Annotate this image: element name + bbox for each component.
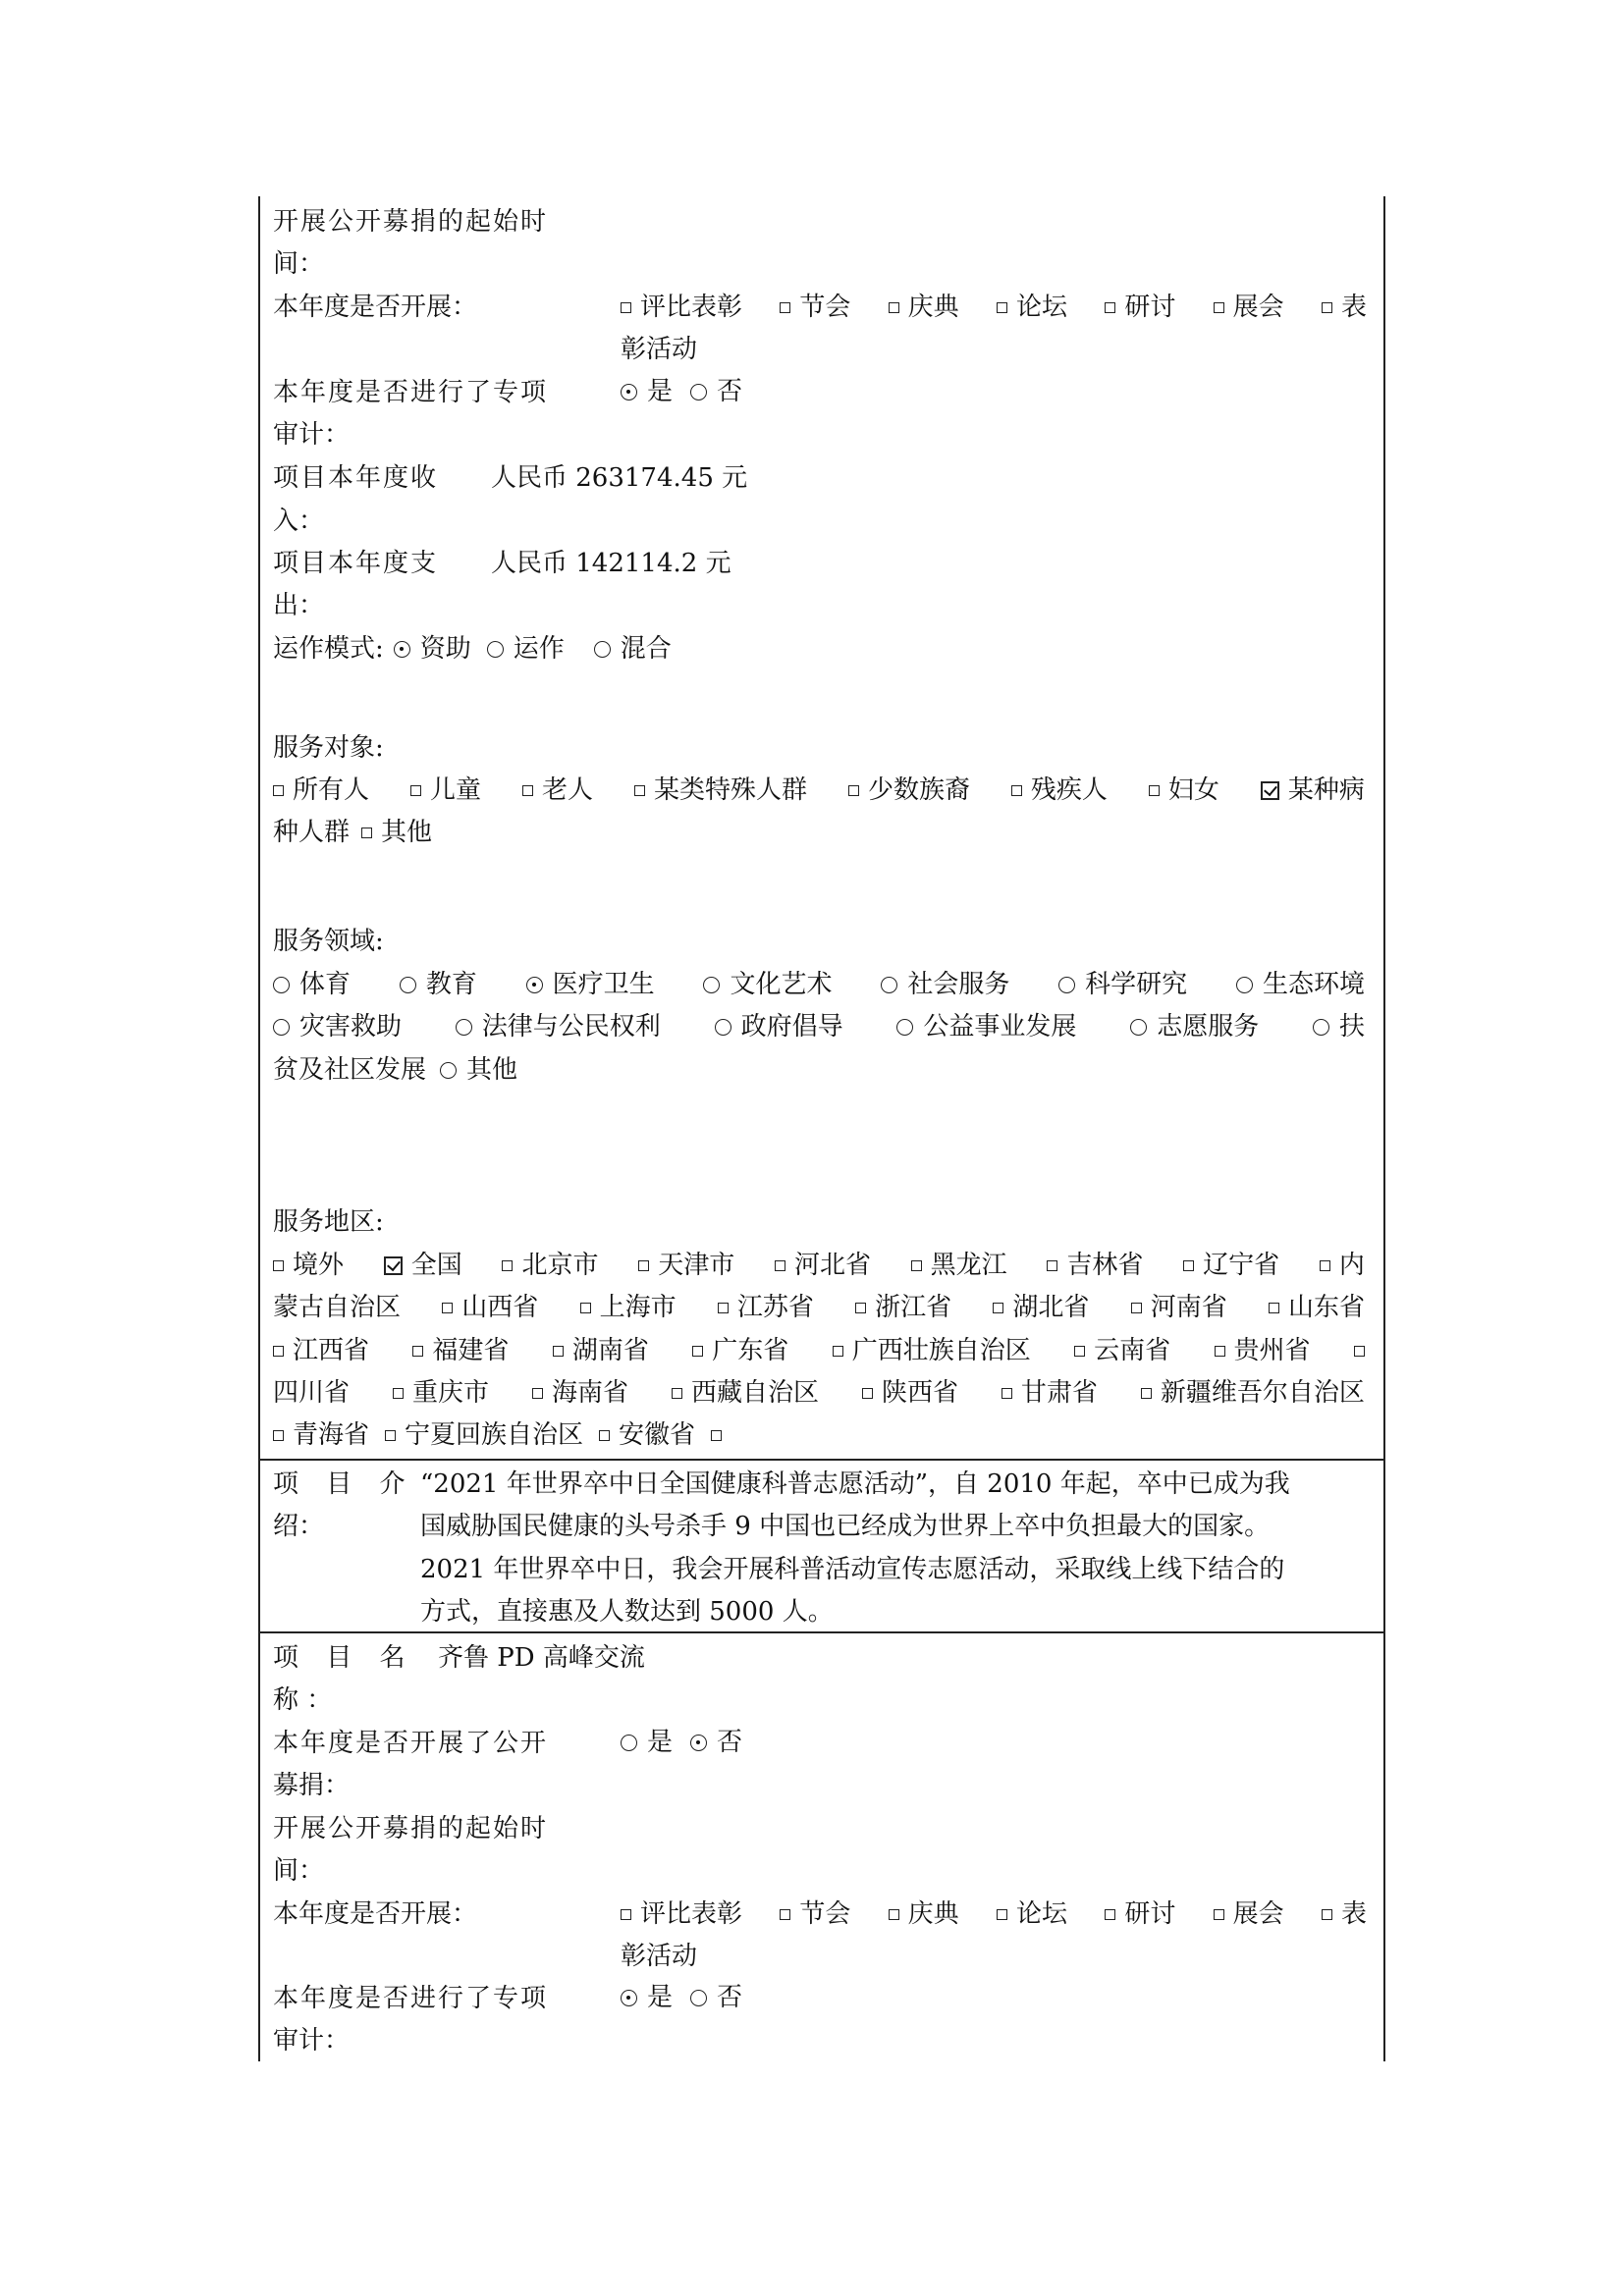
radio-icon: [400, 977, 416, 993]
radio-icon: [896, 1019, 913, 1036]
checkbox-icon: [692, 1346, 703, 1357]
target-option[interactable]: 某类特殊人群: [634, 777, 807, 803]
region-option[interactable]: 黑龙江: [911, 1253, 1007, 1278]
target-option[interactable]: 其他: [361, 820, 432, 845]
region-option[interactable]: 境外: [273, 1253, 344, 1278]
checkbox-icon: [1215, 1346, 1225, 1357]
activity-option[interactable]: 表: [1322, 1901, 1367, 1927]
checkbox-icon: [273, 1346, 284, 1357]
checkbox-icon: [775, 1260, 785, 1271]
project-name-label: 项 目 名: [273, 1643, 415, 1673]
checkbox-icon: [522, 785, 533, 796]
target-options: [273, 777, 1365, 803]
region-option[interactable]: 海南省: [532, 1380, 628, 1406]
checkbox-icon: [599, 1430, 610, 1441]
project-name-value: 齐鲁 PD 高峰交流: [438, 1643, 645, 1673]
checkbox-icon: [848, 785, 859, 796]
fundraise-label: 本年度是否开展了公开: [273, 1729, 549, 1758]
region-option[interactable]: 安徽省: [599, 1422, 695, 1448]
radio-icon: [703, 977, 720, 993]
intro-label-cont: 绍：: [273, 1512, 325, 1541]
expense-value: 人民币 142114.2 元: [491, 549, 731, 578]
checkbox-icon: [361, 828, 372, 838]
checkbox-icon: [672, 1388, 682, 1399]
region-option[interactable]: 西藏自治区: [672, 1380, 819, 1406]
field-option-checked[interactable]: 医疗卫生: [526, 972, 655, 997]
checkbox-icon: [780, 302, 790, 313]
expense-label: 项目本年度支: [273, 549, 439, 578]
region-option[interactable]: 江苏省: [718, 1295, 814, 1320]
region-option[interactable]: 广东省: [692, 1338, 788, 1363]
radio-icon: [440, 1062, 457, 1079]
start-time-label: 开展公开募捐的起始时: [273, 207, 549, 237]
start-time-label-cont: 间：: [273, 1856, 325, 1886]
field-option[interactable]: 科学研究: [1058, 972, 1187, 997]
checkbox-icon: [1269, 1303, 1279, 1313]
target-label: 服务对象:: [273, 733, 384, 763]
checkbox-icon: [532, 1388, 543, 1399]
target-options-cont: 种人群 其他: [273, 818, 433, 847]
fundraise-no-radio[interactable]: 否: [690, 1730, 742, 1755]
activity-option-wrap: 彰活动: [621, 335, 698, 364]
intro-label: 项 目 介: [273, 1469, 415, 1499]
intro-text-line: 国威胁国民健康的头号杀手 9 中国也已经成为世界上卒中负担最大的国家。: [420, 1512, 1271, 1541]
region-options: [273, 1380, 1365, 1406]
field-option[interactable]: 扶: [1313, 1014, 1365, 1040]
region-options: [273, 1422, 731, 1448]
region-option[interactable]: 云南省: [1074, 1338, 1170, 1363]
target-option[interactable]: 残疾人: [1011, 777, 1108, 803]
region-options: [273, 1295, 1365, 1320]
radio-icon: [594, 641, 611, 658]
region-option[interactable]: 宁夏回族自治区: [385, 1422, 583, 1448]
field-option[interactable]: 社会服务: [881, 972, 1009, 997]
region-option[interactable]: 浙江省: [855, 1295, 951, 1320]
activity-option[interactable]: 论坛: [997, 1901, 1067, 1927]
audit-label: 本年度是否进行了专项: [273, 378, 549, 407]
project-name-label-cont: 称 ：: [273, 1685, 333, 1715]
checkbox-icon: [385, 1430, 396, 1441]
mode-label: 运作模式:: [273, 634, 384, 664]
audit-options: [621, 1985, 742, 2010]
activity-label: 本年度是否开展：: [273, 293, 478, 322]
radio-icon: [1236, 977, 1253, 993]
income-label-cont: 入：: [273, 507, 325, 536]
intro-text-line: 2021 年世界卒中日，我会开展科普活动宣传志愿活动，采取线上线下结合的: [420, 1555, 1285, 1584]
region-options: [273, 1253, 1365, 1278]
target-option[interactable]: 所有人: [273, 777, 369, 803]
checkbox-checked-icon: [384, 1256, 403, 1275]
region-option[interactable]: 陕西省: [862, 1380, 958, 1406]
radio-icon: [1313, 1019, 1329, 1036]
checkbox-icon: [621, 1909, 631, 1920]
audit-label-cont: 审计：: [273, 420, 351, 450]
activity-option[interactable]: 研讨: [1105, 1901, 1175, 1927]
checkbox-icon: [1105, 1909, 1115, 1920]
checkbox-icon: [911, 1260, 922, 1271]
activity-option[interactable]: 节会: [780, 1901, 850, 1927]
radio-icon: [1058, 977, 1075, 993]
checkbox-icon: [273, 1430, 284, 1441]
audit-label-cont: 审计：: [273, 2026, 351, 2056]
radio-icon: [273, 977, 290, 993]
field-option[interactable]: 其他: [440, 1057, 517, 1083]
activity-option-wrap: 彰活动: [621, 1942, 698, 1971]
audit-yes-radio[interactable]: 是: [621, 379, 673, 404]
income-label: 项目本年度收: [273, 463, 439, 493]
field-label: 服务领域:: [273, 927, 384, 956]
region-options: [273, 1338, 1365, 1363]
audit-no-radio[interactable]: 否: [690, 379, 742, 404]
field-options: [273, 972, 1365, 997]
checkbox-icon: [1320, 1260, 1330, 1271]
field-option[interactable]: 政府倡导: [715, 1014, 843, 1040]
target-option[interactable]: 儿童: [410, 777, 481, 803]
mode-row: [273, 636, 672, 662]
row-divider: [258, 1631, 1383, 1633]
radio-icon: [690, 384, 707, 400]
field-option[interactable]: 生态环境: [1236, 972, 1365, 997]
region-option[interactable]: 贵州省: [1215, 1338, 1311, 1363]
checkbox-icon: [1001, 1388, 1012, 1399]
radio-icon: [621, 1735, 637, 1751]
target-option[interactable]: 少数族裔: [848, 777, 970, 803]
checkbox-icon: [634, 785, 645, 796]
checkbox-icon: [273, 1260, 284, 1271]
region-option[interactable]: 湖南省: [553, 1338, 649, 1363]
activity-options: [621, 1901, 1367, 1927]
audit-label: 本年度是否进行了专项: [273, 1984, 549, 2013]
checkbox-icon: [997, 1909, 1007, 1920]
radio-icon: [690, 1990, 707, 2006]
mode-option[interactable]: 运作: [487, 636, 565, 662]
checkbox-icon: [502, 1260, 513, 1271]
radio-checked-icon: [621, 1990, 637, 2006]
checkbox-icon: [1214, 1909, 1224, 1920]
region-label: 服务地区:: [273, 1207, 384, 1237]
checkbox-icon: [1011, 785, 1022, 796]
region-option[interactable]: 甘肃省: [1001, 1380, 1098, 1406]
checkbox-icon: [621, 302, 631, 313]
checkbox-icon: [711, 1430, 722, 1441]
region-option[interactable]: 四川省: [273, 1378, 351, 1408]
mode-option[interactable]: 资助: [394, 636, 471, 662]
field-option[interactable]: 文化艺术: [703, 972, 832, 997]
region-option[interactable]: 河北省: [775, 1253, 871, 1278]
income-value: 人民币 263174.45 元: [491, 463, 748, 493]
region-option[interactable]: 江西省: [273, 1338, 369, 1363]
radio-checked-icon: [621, 384, 637, 400]
checkbox-icon: [718, 1303, 729, 1313]
checkbox-icon: [412, 1346, 423, 1357]
field-option[interactable]: 法律与公民权利: [456, 1014, 661, 1040]
checkbox-icon: [1214, 302, 1224, 313]
fundraise-options: [621, 1730, 742, 1755]
region-option[interactable]: 湖北省: [993, 1295, 1089, 1320]
target-option-checked[interactable]: 某种病: [1261, 777, 1365, 803]
radio-icon: [1130, 1019, 1147, 1036]
field-option[interactable]: 灾害救助: [273, 1014, 402, 1040]
region-option[interactable]: 福建省: [412, 1338, 509, 1363]
region-option[interactable]: 上海市: [580, 1295, 677, 1320]
radio-icon: [881, 977, 897, 993]
region-option[interactable]: [1354, 1346, 1365, 1357]
checkbox-checked-icon: [1261, 781, 1279, 800]
radio-icon: [456, 1019, 472, 1036]
region-option[interactable]: [711, 1430, 731, 1441]
checkbox-icon: [553, 1346, 564, 1357]
radio-icon: [715, 1019, 731, 1036]
region-option[interactable]: 内: [1320, 1253, 1365, 1278]
start-time-label: 开展公开募捐的起始时: [273, 1814, 549, 1843]
field-options-cont: 贫及社区发展 其他: [273, 1055, 518, 1085]
region-option[interactable]: 天津市: [638, 1253, 734, 1278]
activity-option[interactable]: 展会: [1214, 294, 1284, 320]
audit-no-radio[interactable]: 否: [690, 1985, 742, 2010]
radio-icon: [487, 641, 504, 658]
field-option[interactable]: 教育: [400, 972, 477, 997]
region-option[interactable]: 北京市: [502, 1253, 598, 1278]
checkbox-icon: [1131, 1303, 1142, 1313]
checkbox-icon: [1047, 1260, 1057, 1271]
activity-option[interactable]: 论坛: [997, 294, 1067, 320]
checkbox-icon: [1322, 1909, 1332, 1920]
radio-checked-icon: [394, 641, 410, 658]
region-option[interactable]: 广西壮族自治区: [833, 1338, 1031, 1363]
checkbox-icon: [393, 1388, 404, 1399]
mode-option[interactable]: 混合: [594, 636, 672, 662]
region-option[interactable]: 蒙古自治区: [273, 1293, 402, 1322]
activity-option[interactable]: 展会: [1214, 1901, 1284, 1927]
checkbox-icon: [1074, 1346, 1085, 1357]
checkbox-icon: [1141, 1388, 1152, 1399]
region-option[interactable]: 重庆市: [393, 1380, 489, 1406]
checkbox-icon: [997, 302, 1007, 313]
audit-yes-radio[interactable]: 是: [621, 1985, 673, 2010]
intro-text-line: 方式，直接惠及人数达到 5000 人。: [420, 1597, 834, 1627]
region-option[interactable]: 山西省: [442, 1295, 538, 1320]
region-option[interactable]: 辽宁省: [1183, 1253, 1279, 1278]
target-option[interactable]: 老人: [522, 777, 593, 803]
region-option[interactable]: 新疆维吾尔自治区: [1141, 1380, 1365, 1406]
expense-label-cont: 出：: [273, 591, 325, 620]
activity-option[interactable]: 庆典: [889, 294, 959, 320]
checkbox-icon: [862, 1388, 873, 1399]
audit-options: [621, 379, 742, 404]
radio-checked-icon: [690, 1735, 707, 1751]
region-option[interactable]: 河南省: [1131, 1295, 1227, 1320]
checkbox-icon: [1322, 302, 1332, 313]
region-option-checked[interactable]: 全国: [384, 1253, 462, 1278]
radio-checked-icon: [526, 977, 543, 993]
field-option[interactable]: 志愿服务: [1130, 1014, 1259, 1040]
activity-option[interactable]: 节会: [780, 294, 850, 320]
checkbox-icon: [889, 1909, 899, 1920]
activity-option[interactable]: 庆典: [889, 1901, 959, 1927]
row-divider: [258, 1459, 1383, 1461]
field-option[interactable]: 公益事业发展: [896, 1014, 1076, 1040]
checkbox-icon: [638, 1260, 649, 1271]
activity-option[interactable]: 评比表彰: [621, 294, 742, 320]
checkbox-icon: [580, 1303, 591, 1313]
checkbox-icon: [889, 302, 899, 313]
fundraise-yes-radio[interactable]: 是: [621, 1730, 673, 1755]
checkbox-icon: [273, 785, 284, 796]
checkbox-icon: [410, 785, 421, 796]
checkbox-icon: [833, 1346, 843, 1357]
checkbox-icon: [1105, 302, 1115, 313]
activity-option[interactable]: 研讨: [1105, 294, 1175, 320]
region-option[interactable]: 山东省: [1269, 1295, 1365, 1320]
checkbox-icon: [780, 1909, 790, 1920]
start-time-label-cont: 间：: [273, 249, 325, 279]
activity-option[interactable]: 评比表彰: [621, 1901, 742, 1927]
checkbox-icon: [1149, 785, 1160, 796]
checkbox-icon: [993, 1303, 1003, 1313]
checkbox-icon: [442, 1303, 453, 1313]
activity-options: [621, 294, 1367, 320]
checkbox-icon: [1354, 1346, 1365, 1357]
field-option[interactable]: 体育: [273, 972, 351, 997]
checkbox-icon: [855, 1303, 866, 1313]
activity-label: 本年度是否开展：: [273, 1899, 478, 1929]
region-option[interactable]: 青海省: [273, 1422, 369, 1448]
region-option[interactable]: 吉林省: [1047, 1253, 1143, 1278]
intro-text-line: “2021 年世界卒中日全国健康科普志愿活动”，自 2010 年起，卒中已成为我: [420, 1469, 1290, 1499]
checkbox-icon: [1183, 1260, 1194, 1271]
radio-icon: [273, 1019, 290, 1036]
activity-option[interactable]: 表: [1322, 294, 1367, 320]
target-option[interactable]: 妇女: [1149, 777, 1219, 803]
field-options: [273, 1014, 1365, 1040]
fundraise-label-cont: 募捐：: [273, 1771, 351, 1800]
